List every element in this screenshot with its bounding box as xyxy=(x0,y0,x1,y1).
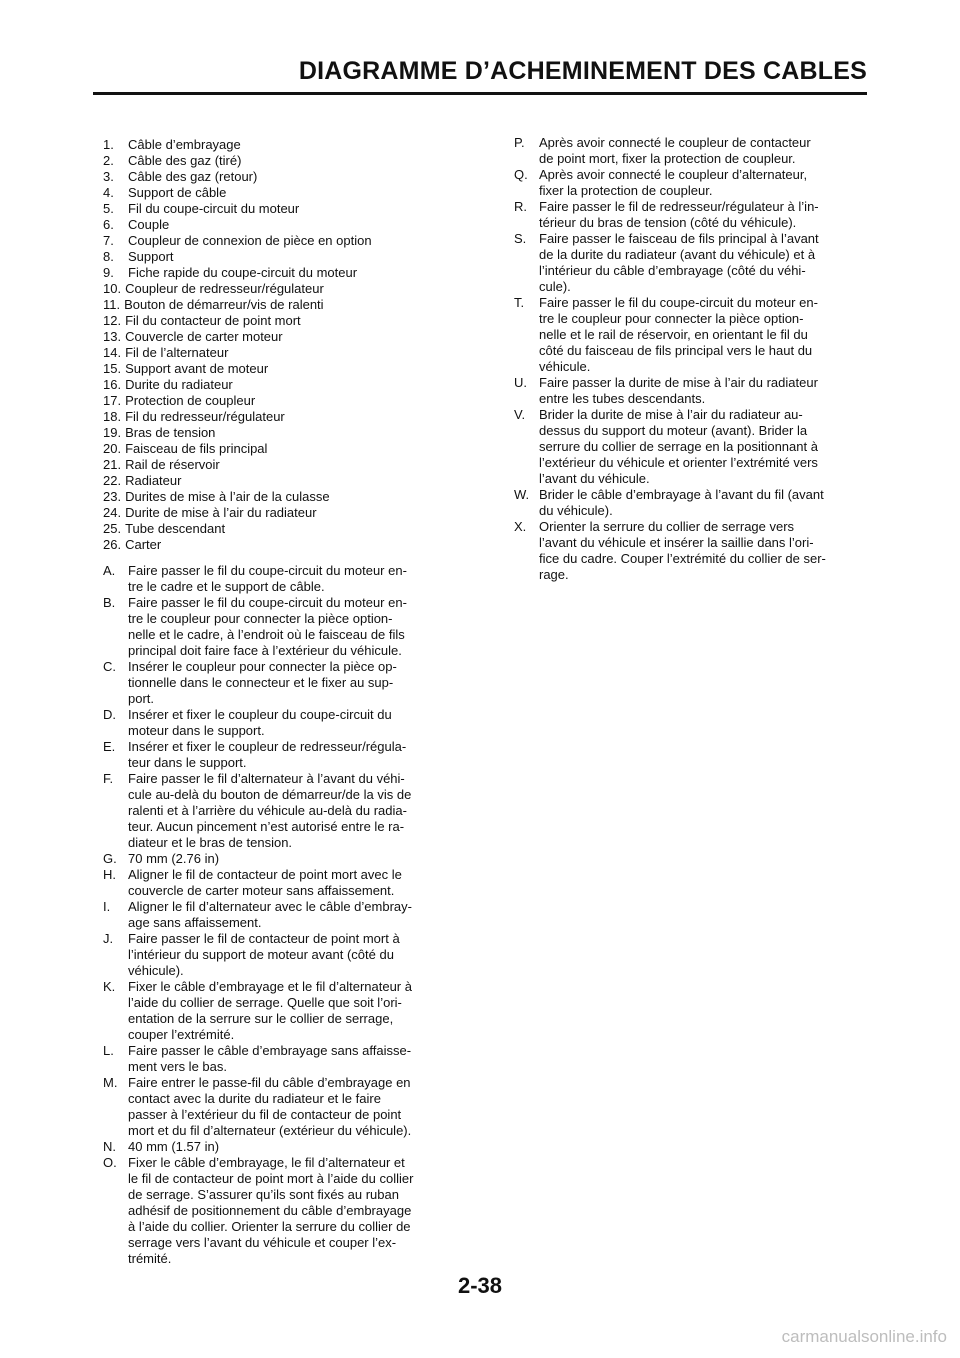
instruction-letter: K. xyxy=(103,979,116,994)
legend-text: Bouton de démarreur/vis de ralenti xyxy=(124,297,324,312)
instruction-text xyxy=(128,1155,448,1267)
instruction-letter: N. xyxy=(103,1139,116,1154)
instruction-item xyxy=(514,167,859,199)
legend-number: 2. xyxy=(103,153,114,168)
instruction-text xyxy=(128,659,448,707)
instruction-line: Faire passer le fil du coupe-circuit du moteur en- xyxy=(539,295,818,310)
instruction-item xyxy=(103,563,448,595)
instruction-letter: P. xyxy=(514,135,525,150)
legend-item xyxy=(103,457,448,473)
instruction-line: entation de la serrure sur le collier de serrage, xyxy=(128,1011,394,1026)
legend-text: Durites de mise à l’air de la culasse xyxy=(125,489,330,504)
legend-number: 5. xyxy=(103,201,114,216)
instruction-line: Après avoir connecté le coupleur d’alternateur, xyxy=(539,167,808,182)
instruction-line: Faire passer le fil d’alternateur à l’avant du véhi- xyxy=(128,771,405,786)
legend-text: Coupleur de connexion de pièce en option xyxy=(128,233,372,248)
instruction-line: tre le cadre et le support de câble. xyxy=(128,579,325,594)
instruction-item xyxy=(103,1075,448,1139)
legend-number: 7. xyxy=(103,233,114,248)
instruction-item xyxy=(103,867,448,899)
left-column xyxy=(103,137,448,1267)
legend-text: Couple xyxy=(128,217,170,232)
instruction-text xyxy=(128,867,448,899)
instruction-item xyxy=(514,487,859,519)
instruction-line: Insérer le coupleur pour connecter la pièce op- xyxy=(128,659,397,674)
page-number: 2-38 xyxy=(457,1273,503,1298)
legend-number: 23. xyxy=(103,489,122,504)
instruction-line: Fixer le câble d’embrayage et le fil d’alternateur à xyxy=(128,979,412,994)
instruction-line: tionnelle dans le connecteur et le fixer au sup- xyxy=(128,675,394,690)
instruction-line: véhicule). xyxy=(128,963,184,978)
legend-item xyxy=(103,281,448,297)
instruction-item xyxy=(514,295,859,375)
instruction-text xyxy=(128,563,448,595)
legend-item xyxy=(103,409,448,425)
instruction-line: passer à l’extérieur du fil de contacteur de point xyxy=(128,1107,402,1122)
legend-text: Durite de mise à l’air du radiateur xyxy=(125,505,317,520)
parts-legend-list xyxy=(103,137,448,553)
instruction-text xyxy=(128,707,448,739)
instruction-line: Aligner le fil de contacteur de point mort avec le xyxy=(128,867,402,882)
instruction-item xyxy=(103,931,448,979)
instruction-text xyxy=(128,899,448,931)
legend-item xyxy=(103,313,448,329)
legend-number: 21. xyxy=(103,457,122,472)
legend-item xyxy=(103,537,448,553)
instruction-line: tre le coupleur pour connecter la pièce option- xyxy=(128,611,393,626)
instruction-letter: O. xyxy=(103,1155,117,1170)
legend-text: Support xyxy=(128,249,174,264)
instruction-item xyxy=(103,707,448,739)
instruction-letter: W. xyxy=(514,487,530,502)
legend-number: 20. xyxy=(103,441,122,456)
right-column xyxy=(514,135,859,583)
legend-item xyxy=(103,361,448,377)
instruction-line: ment vers le bas. xyxy=(128,1059,227,1074)
instruction-line: serrage vers l’avant du véhicule et couper l’ex- xyxy=(128,1235,397,1250)
legend-text: Bras de tension xyxy=(125,425,216,440)
instruction-letter: R. xyxy=(514,199,527,214)
instruction-text xyxy=(539,295,859,375)
instruction-item xyxy=(103,1043,448,1075)
instruction-letter: C. xyxy=(103,659,116,674)
legend-item xyxy=(103,521,448,537)
instruction-item xyxy=(103,979,448,1043)
legend-text: Coupleur de redresseur/régulateur xyxy=(125,281,324,296)
instruction-line: Insérer et fixer le coupleur de redresseur/régula- xyxy=(128,739,407,754)
instruction-letter: T. xyxy=(514,295,525,310)
instruction-line: térieur du bras de tension (côté du véhicule). xyxy=(539,215,797,230)
legend-item xyxy=(103,441,448,457)
instruction-line: de point mort, fixer la protection de coupleur. xyxy=(539,151,796,166)
legend-number: 14. xyxy=(103,345,122,360)
instruction-text xyxy=(128,1043,448,1075)
instruction-line: contact avec la durite du radiateur et le faire xyxy=(128,1091,381,1106)
legend-text: Rail de réservoir xyxy=(125,457,220,472)
instruction-line: l’extérieur du véhicule et orienter l’extrémité vers xyxy=(539,455,818,470)
legend-text: Fil de l’alternateur xyxy=(125,345,229,360)
instruction-line: principal doit faire face à l’extérieur du véhicule. xyxy=(128,643,402,658)
legend-number: 16. xyxy=(103,377,122,392)
legend-item xyxy=(103,265,448,281)
legend-text: Câble des gaz (tiré) xyxy=(128,153,242,168)
legend-text: Couvercle de carter moteur xyxy=(125,329,283,344)
legend-item xyxy=(103,345,448,361)
instruction-text xyxy=(539,135,859,167)
instruction-letter: S. xyxy=(514,231,527,246)
instruction-line: Faire passer le faisceau de fils principal à l’avant xyxy=(539,231,819,246)
instruction-text xyxy=(539,231,859,295)
legend-number: 22. xyxy=(103,473,122,488)
instruction-text xyxy=(539,375,859,407)
instruction-line: cule au-delà du bouton de démarreur/de la vis de xyxy=(128,787,412,802)
instruction-item xyxy=(103,771,448,851)
section-gap xyxy=(103,553,448,563)
instruction-line: moteur dans le support. xyxy=(128,723,265,738)
instruction-line: dessus du support du moteur (avant). Brider la xyxy=(539,423,808,438)
legend-text: Fil du coupe-circuit du moteur xyxy=(128,201,300,216)
instruction-line: à l’aide du collier. Orienter la serrure du collier de xyxy=(128,1219,411,1234)
instruction-line: nelle et le cadre, à l’endroit où le faisceau de fils xyxy=(128,627,405,642)
instruction-text xyxy=(128,931,448,979)
instruction-line: ralenti et à l’arrière du véhicule au-delà du radia- xyxy=(128,803,407,818)
instruction-text xyxy=(128,851,448,867)
instruction-line: fice du cadre. Couper l’extrémité du collier de ser- xyxy=(539,551,826,566)
instruction-letter: X. xyxy=(514,519,527,534)
instruction-line: Fixer le câble d’embrayage, le fil d’alternateur et xyxy=(128,1155,405,1170)
instruction-line: diateur et le bras de tension. xyxy=(128,835,293,850)
watermark: carmanualsonline.info xyxy=(781,1327,947,1346)
legend-number: 4. xyxy=(103,185,114,200)
instruction-letter: E. xyxy=(103,739,116,754)
legend-text: Câble d’embrayage xyxy=(128,137,241,152)
instruction-line: de la durite du radiateur (avant du véhicule) et à xyxy=(539,247,816,262)
instruction-line: véhicule. xyxy=(539,359,591,374)
instruction-item xyxy=(103,1139,448,1155)
instruction-letter: H. xyxy=(103,867,116,882)
page-title: DIAGRAMME D’ACHEMINEMENT DES CABLES xyxy=(298,57,867,85)
legend-number: 26. xyxy=(103,537,122,552)
legend-text: Tube descendant xyxy=(125,521,226,536)
instruction-line: Faire passer le fil du coupe-circuit du moteur en- xyxy=(128,563,407,578)
legend-text: Faisceau de fils principal xyxy=(125,441,268,456)
instruction-line: adhésif de positionnement du câble d’embrayage xyxy=(128,1203,412,1218)
instruction-line: Après avoir connecté le coupleur de contacteur xyxy=(539,135,811,150)
instruction-line: 40 mm (1.57 in) xyxy=(128,1139,220,1154)
instruction-item xyxy=(103,1155,448,1267)
instruction-item xyxy=(103,659,448,707)
legend-item xyxy=(103,377,448,393)
instruction-line: Faire passer le câble d’embrayage sans affaisse- xyxy=(128,1043,412,1058)
instruction-line: Brider la durite de mise à l’air du radiateur au- xyxy=(539,407,803,422)
instruction-letter: Q. xyxy=(514,167,528,182)
instruction-line: l’avant du véhicule et insérer la saillie dans l’ori- xyxy=(539,535,814,550)
instruction-text xyxy=(128,1075,448,1139)
legend-item xyxy=(103,201,448,217)
legend-text: Fil du redresseur/régulateur xyxy=(125,409,285,424)
instruction-letter: L. xyxy=(103,1043,114,1058)
legend-number: 1. xyxy=(103,137,114,152)
instruction-item xyxy=(103,899,448,931)
legend-text: Radiateur xyxy=(125,473,182,488)
legend-text: Support de câble xyxy=(128,185,227,200)
legend-number: 15. xyxy=(103,361,122,376)
instruction-line: teur. Aucun pincement n’est autorisé entre le ra- xyxy=(128,819,405,834)
instructions-list-right xyxy=(514,135,859,583)
instruction-item xyxy=(103,851,448,867)
instruction-item xyxy=(514,375,859,407)
instruction-line: fixer la protection de coupleur. xyxy=(539,183,713,198)
instruction-letter: U. xyxy=(514,375,527,390)
instruction-letter: A. xyxy=(103,563,116,578)
instruction-line: côté du faisceau de fils principal vers le haut du xyxy=(539,343,813,358)
instruction-text xyxy=(539,407,859,487)
instruction-line: trémité. xyxy=(128,1251,172,1266)
legend-item xyxy=(103,425,448,441)
instruction-text xyxy=(539,519,859,583)
legend-number: 3. xyxy=(103,169,114,184)
legend-item xyxy=(103,249,448,265)
instruction-line: Orienter la serrure du collier de serrage vers xyxy=(539,519,795,534)
instruction-letter: B. xyxy=(103,595,116,610)
legend-number: 17. xyxy=(103,393,122,408)
legend-text: Durite du radiateur xyxy=(125,377,233,392)
legend-item xyxy=(103,473,448,489)
instruction-line: entre les tubes descendants. xyxy=(539,391,706,406)
legend-number: 18. xyxy=(103,409,122,424)
instruction-text xyxy=(128,771,448,851)
legend-text: Fil du contacteur de point mort xyxy=(125,313,301,328)
legend-number: 25. xyxy=(103,521,122,536)
instruction-letter: M. xyxy=(103,1075,118,1090)
legend-item xyxy=(103,393,448,409)
instruction-item xyxy=(514,231,859,295)
instruction-line: tre le coupleur pour connecter la pièce option- xyxy=(539,311,804,326)
legend-item xyxy=(103,153,448,169)
legend-number: 13. xyxy=(103,329,122,344)
legend-item xyxy=(103,329,448,345)
instruction-line: Faire passer le fil de redresseur/régulateur à l’in- xyxy=(539,199,819,214)
instruction-item xyxy=(514,519,859,583)
instruction-letter: V. xyxy=(514,407,526,422)
instruction-line: Aligner le fil d’alternateur avec le câble d’embray- xyxy=(128,899,412,914)
legend-number: 11. xyxy=(103,297,121,312)
instruction-letter: G. xyxy=(103,851,117,866)
legend-text: Carter xyxy=(125,537,162,552)
instruction-text xyxy=(128,1139,448,1155)
instruction-letter: I. xyxy=(103,899,111,914)
instruction-line: couvercle de carter moteur sans affaissement. xyxy=(128,883,395,898)
instruction-line: l’avant du véhicule. xyxy=(539,471,650,486)
instruction-text xyxy=(539,199,859,231)
instruction-item xyxy=(514,407,859,487)
instruction-line: Brider le câble d’embrayage à l’avant du fil (avant xyxy=(539,487,824,502)
legend-item xyxy=(103,137,448,153)
instruction-letter: F. xyxy=(103,771,114,786)
legend-number: 8. xyxy=(103,249,114,264)
instruction-line: le fil de contacteur de point mort à l’aide du collier xyxy=(128,1171,414,1186)
instruction-line: mort et du fil d’alternateur (extérieur du véhicule). xyxy=(128,1123,412,1138)
instruction-line: age sans affaissement. xyxy=(128,915,262,930)
legend-item xyxy=(103,505,448,521)
instruction-item xyxy=(514,135,859,167)
instruction-text xyxy=(128,979,448,1043)
legend-number: 24. xyxy=(103,505,122,520)
instruction-line: du véhicule). xyxy=(539,503,613,518)
instruction-line: Insérer et fixer le coupleur du coupe-circuit du xyxy=(128,707,392,722)
instruction-letter: J. xyxy=(103,931,114,946)
instruction-line: serrure du collier de serrage en la positionnant à xyxy=(539,439,818,454)
instruction-line: Faire passer la durite de mise à l’air du radiateur xyxy=(539,375,818,390)
legend-item xyxy=(103,217,448,233)
instruction-item xyxy=(103,595,448,659)
legend-text: Fiche rapide du coupe-circuit du moteur xyxy=(128,265,358,280)
legend-number: 10. xyxy=(103,281,122,296)
instruction-line: de serrage. S’assurer qu’ils sont fixés au ruban xyxy=(128,1187,399,1202)
legend-item xyxy=(103,185,448,201)
legend-number: 19. xyxy=(103,425,122,440)
instructions-list-left xyxy=(103,563,448,1267)
instruction-text xyxy=(539,167,859,199)
instruction-item xyxy=(103,739,448,771)
instruction-text xyxy=(128,595,448,659)
instruction-text xyxy=(128,739,448,771)
instruction-line: cule). xyxy=(539,279,571,294)
instruction-line: l’intérieur du câble d’embrayage (côté du véhi- xyxy=(539,263,806,278)
legend-text: Support avant de moteur xyxy=(125,361,269,376)
legend-item xyxy=(103,169,448,185)
legend-text: Câble des gaz (retour) xyxy=(128,169,258,184)
instruction-line: l’intérieur du support de moteur avant (côté du xyxy=(128,947,394,962)
instruction-line: l’aide du collier de serrage. Quelle que soit l’ori- xyxy=(128,995,402,1010)
instruction-line: teur dans le support. xyxy=(128,755,247,770)
legend-item xyxy=(103,233,448,249)
instruction-line: Faire entrer le passe-fil du câble d’embrayage en xyxy=(128,1075,411,1090)
instruction-line: couper l’extrémité. xyxy=(128,1027,235,1042)
instruction-item xyxy=(514,199,859,231)
legend-text: Protection de coupleur xyxy=(125,393,256,408)
instruction-line: 70 mm (2.76 in) xyxy=(128,851,220,866)
legend-number: 6. xyxy=(103,217,114,232)
legend-number: 9. xyxy=(103,265,114,280)
instruction-line: nelle et le rail de réservoir, en orientant le fil du xyxy=(539,327,808,342)
legend-number: 12. xyxy=(103,313,122,328)
instruction-line: Faire passer le fil du coupe-circuit du moteur en- xyxy=(128,595,407,610)
instruction-line: rage. xyxy=(539,567,569,582)
legend-item xyxy=(103,489,448,505)
legend-item xyxy=(103,297,448,313)
instruction-line: Faire passer le fil de contacteur de point mort à xyxy=(128,931,400,946)
instruction-letter: D. xyxy=(103,707,116,722)
instruction-line: port. xyxy=(128,691,155,706)
instruction-text xyxy=(539,487,859,519)
title-rule xyxy=(93,92,867,95)
